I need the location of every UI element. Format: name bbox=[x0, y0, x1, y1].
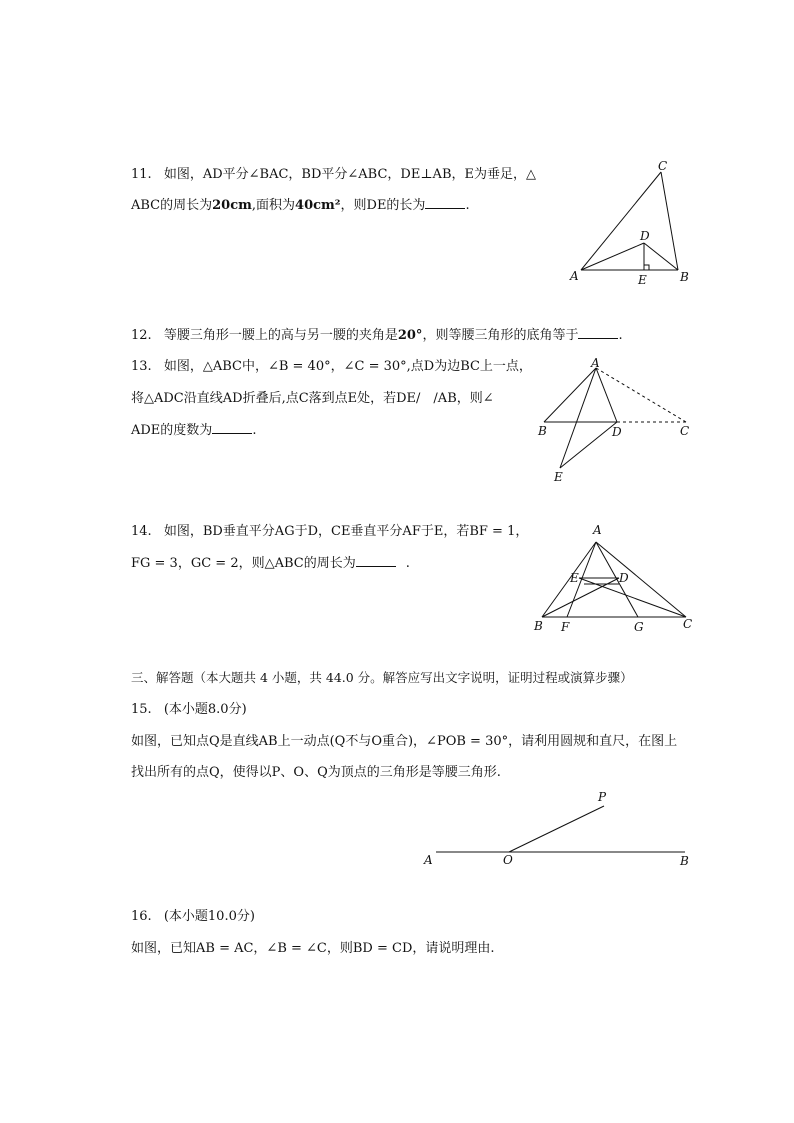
q13-figure bbox=[535, 355, 695, 490]
q11-text-a: ABC的周长为 bbox=[131, 198, 213, 213]
q11-label-C: C bbox=[658, 159, 668, 173]
q11-label-E: E bbox=[638, 273, 647, 287]
q14-answer-blank bbox=[356, 566, 396, 567]
q13-line1 bbox=[131, 358, 532, 376]
q14-text-end: . bbox=[405, 556, 410, 571]
q13-text-line2: 将△ADC沿直线AD折叠后,点C落到点E处，若DE/ /AB，则∠ bbox=[131, 391, 494, 406]
q12-answer-blank bbox=[578, 338, 618, 339]
q13-answer-blank bbox=[212, 433, 252, 434]
q14-text-a: FG = 3，GC = 2，则△ABC的周长为 bbox=[131, 556, 356, 571]
q15-line1: 如图，已知点Q是直线AB上一动点(Q不与O重合)，∠POB = 30°，请利用圆规和直尺，在图上 bbox=[131, 734, 678, 749]
q16-number: 16. bbox=[131, 909, 152, 924]
q15-figure bbox=[420, 787, 700, 872]
q14-label-C: C bbox=[683, 617, 693, 631]
q11-figure bbox=[565, 160, 695, 290]
q14-label-B: B bbox=[534, 619, 543, 633]
q13-text-end: . bbox=[252, 423, 257, 438]
q11-number: 11. bbox=[131, 167, 152, 182]
q13-text-line1: 如图，△ABC中，∠B = 40°，∠C = 30°,点D为边BC上一点， bbox=[163, 359, 532, 374]
q16-header bbox=[131, 908, 255, 926]
q13-line3 bbox=[131, 422, 256, 440]
q15-label-P: P bbox=[598, 790, 607, 804]
q11-text-c: ,面积为 bbox=[251, 198, 296, 213]
q14-label-D: D bbox=[619, 571, 629, 585]
q11-line1 bbox=[131, 166, 536, 184]
q16-line1: 如图，已知AB = AC，∠B = ∠C，则BD = CD，请说明理由. bbox=[131, 941, 495, 956]
q14-number: 14. bbox=[131, 524, 152, 539]
q13-label-E: E bbox=[554, 470, 563, 484]
q13-line2 bbox=[131, 390, 494, 408]
q14-label-G: G bbox=[634, 620, 644, 634]
q12-text-c: ，则等腰三角形的底角等于 bbox=[422, 328, 579, 343]
q14-line1 bbox=[131, 523, 528, 541]
q15-header bbox=[131, 701, 247, 719]
q15-label-B: B bbox=[680, 854, 689, 868]
q11-text-end: . bbox=[465, 198, 470, 213]
q15-line2: 找出所有的点Q，使得以P、O、Q为顶点的三角形是等腰三角形. bbox=[131, 765, 501, 780]
q12-angle-value: 20° bbox=[397, 328, 423, 343]
q13-label-D: D bbox=[612, 425, 622, 439]
q11-text-line1: 如图，AD平分∠BAC，BD平分∠ABC，DE⊥AB，E为垂足，△ bbox=[163, 167, 536, 182]
q12-text-end: . bbox=[618, 328, 623, 343]
q11-label-A: A bbox=[570, 269, 579, 283]
q12-number: 12. bbox=[131, 328, 152, 343]
q11-line2 bbox=[131, 197, 470, 215]
q13-label-C: C bbox=[680, 424, 690, 438]
q14-label-A: A bbox=[593, 523, 602, 537]
q13-number: 13. bbox=[131, 359, 152, 374]
q11-perimeter-value: 20cm bbox=[212, 198, 252, 213]
q11-area-value: 40cm² bbox=[295, 198, 341, 213]
q16-score: (本小题10.0分) bbox=[163, 909, 255, 924]
q15-number: 15. bbox=[131, 702, 152, 717]
q15-label-A: A bbox=[424, 853, 433, 867]
q14-figure bbox=[530, 520, 700, 638]
q11-label-D: D bbox=[640, 229, 650, 243]
q14-line2 bbox=[131, 555, 410, 573]
q15-label-O: O bbox=[503, 853, 513, 867]
q14-label-F: F bbox=[561, 620, 570, 634]
q11-label-B: B bbox=[680, 270, 689, 284]
q11-text-e: ，则DE的长为 bbox=[340, 198, 426, 213]
q12-line bbox=[131, 327, 623, 345]
q13-text-a: ADE的度数为 bbox=[131, 423, 213, 438]
q14-text-line1: 如图，BD垂直平分AG于D，CE垂直平分AF于E，若BF = 1， bbox=[163, 524, 529, 539]
q13-label-B: B bbox=[538, 424, 547, 438]
section3-heading: 三、解答题（本大题共 4 小题，共 44.0 分。解答应写出文字说明，证明过程或演算步骤） bbox=[131, 670, 633, 685]
q11-answer-blank bbox=[425, 208, 465, 209]
q15-score: (本小题8.0分) bbox=[163, 702, 247, 717]
q13-label-A: A bbox=[591, 356, 600, 370]
q14-label-E: E bbox=[570, 571, 579, 585]
q12-text-a: 等腰三角形一腰上的高与另一腰的夹角是 bbox=[163, 328, 398, 343]
